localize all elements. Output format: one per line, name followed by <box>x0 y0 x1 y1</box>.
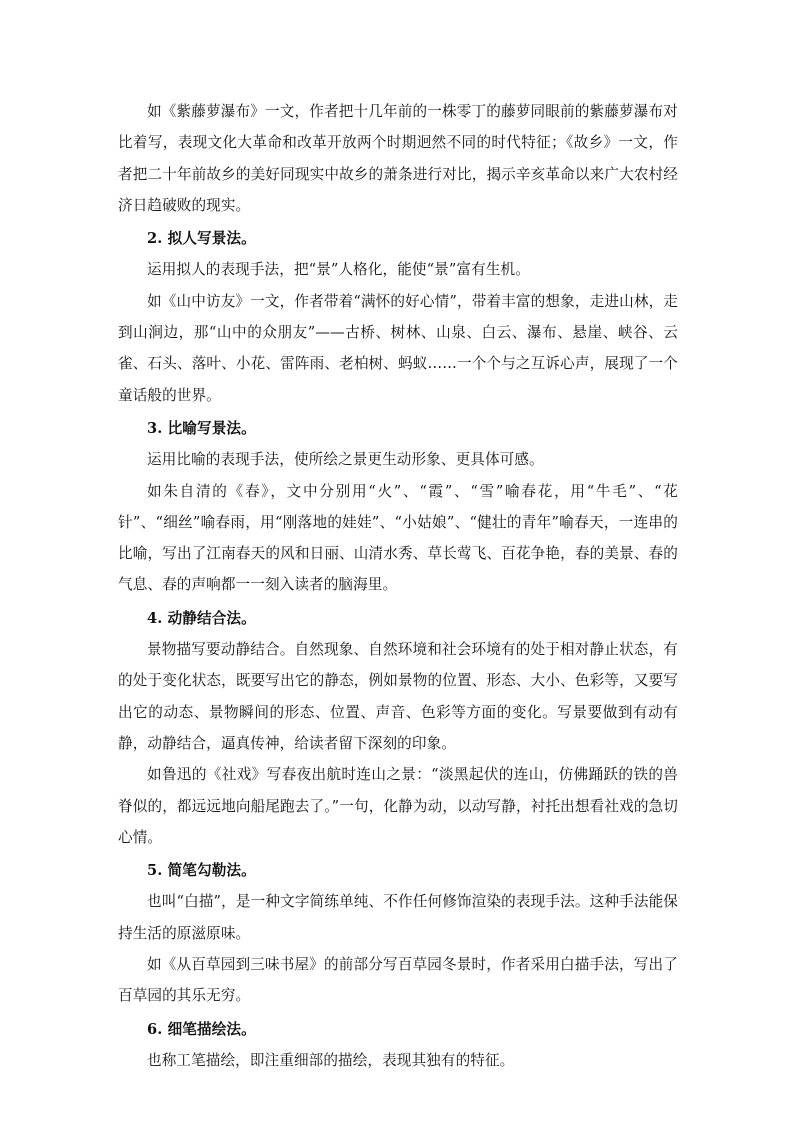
paragraph-sketch-example: 如《从百草园到三味书屋》的前部分写百草园冬景时，作者采用白描手法，写出了百草园的其乐无穷。 <box>118 956 678 1005</box>
paragraph-sketch-intro: 也叫“白描”，是一种文字简练单纯、不作任何修饰渲染的表现手法。这种手法能保持生活的原滋原味。 <box>118 893 678 942</box>
paragraph-personification-example: 如《山中访友》一文，作者带着“满怀的好心情”，带着丰富的想象，走进山林，走到山涧边，那“山中的众朋友”——古桥、树林、山泉、白云、瀑布、悬崖、峡谷、云雀、石头、落叶、小花、雷阵雨、老柏树、蚂蚁……一个个与之互诉心声，展现了一个童话般的世界。 <box>118 292 678 404</box>
heading-sketch: 5. 简笔勾勒法。 <box>147 862 256 880</box>
paragraph-detailed-depiction-intro: 也称工笔描绘，即注重细部的描绘，表现其独有的特征。 <box>147 1051 515 1069</box>
paragraph-motion-stillness-example: 如鲁迅的《社戏》写春夜出航时连山之景：“淡黑起伏的连山，仿佛踊跃的铁的兽脊似的，都远远地向船尾跑去了。”一句，化静为动，以动写静，衬托出想看社戏的急切心情。 <box>118 766 678 846</box>
paragraph-metaphor-intro: 运用比喻的表现手法，使所绘之景更生动形象、更具体可感。 <box>147 451 544 469</box>
document-body <box>118 96 678 1076</box>
heading-motion-stillness: 4. 动静结合法。 <box>147 609 256 627</box>
paragraph-motion-stillness-intro: 景物描写要动静结合。自然现象、自然环境和社会环境有的处于相对静止状态，有的处于变化状态，既要写出它的静态，例如景物的位置、形态、大小、色彩等，又要写出它的动态、景物瞬间的形态、位置、声音、色彩等方面的变化。写景要做到有动有静，动静结合，逼真传神，给读者留下深刻的印象。 <box>118 641 678 752</box>
heading-metaphor: 3. 比喻写景法。 <box>147 419 256 437</box>
paragraph-metaphor-example: 如朱自清的《春》，文中分别用“火”、“霞”、“雪”喻春花，用“牛毛”、“花针”、“细丝”喻春雨，用“刚落地的娃娃”、“小姑娘”、“健壮的青年”喻春天，一连串的比喻，写出了江南春天的风和日丽、山清水秀、草长莺飞、百花争艳，春的美景、春的气息、春的声响都一一刻入读者的脑海里。 <box>118 482 678 594</box>
paragraph-contrast-example: 如《紫藤萝瀑布》一文，作者把十几年前的一株零丁的藤萝同眼前的紫藤萝瀑布对比着写，表现文化大革命和改革开放两个时期迥然不同的时代特征；《故乡》一文，作者把二十年前故乡的美好同现实中故乡的萧条进行对比，揭示辛亥革命以来广大农村经济日趋破败的现实。 <box>118 103 678 214</box>
heading-detailed-depiction: 6. 细笔描绘法。 <box>147 1020 256 1038</box>
heading-personification: 2. 拟人写景法。 <box>147 230 256 248</box>
paragraph-personification-intro: 运用拟人的表现手法，把“景”人格化，能使“景”富有生机。 <box>147 261 530 279</box>
